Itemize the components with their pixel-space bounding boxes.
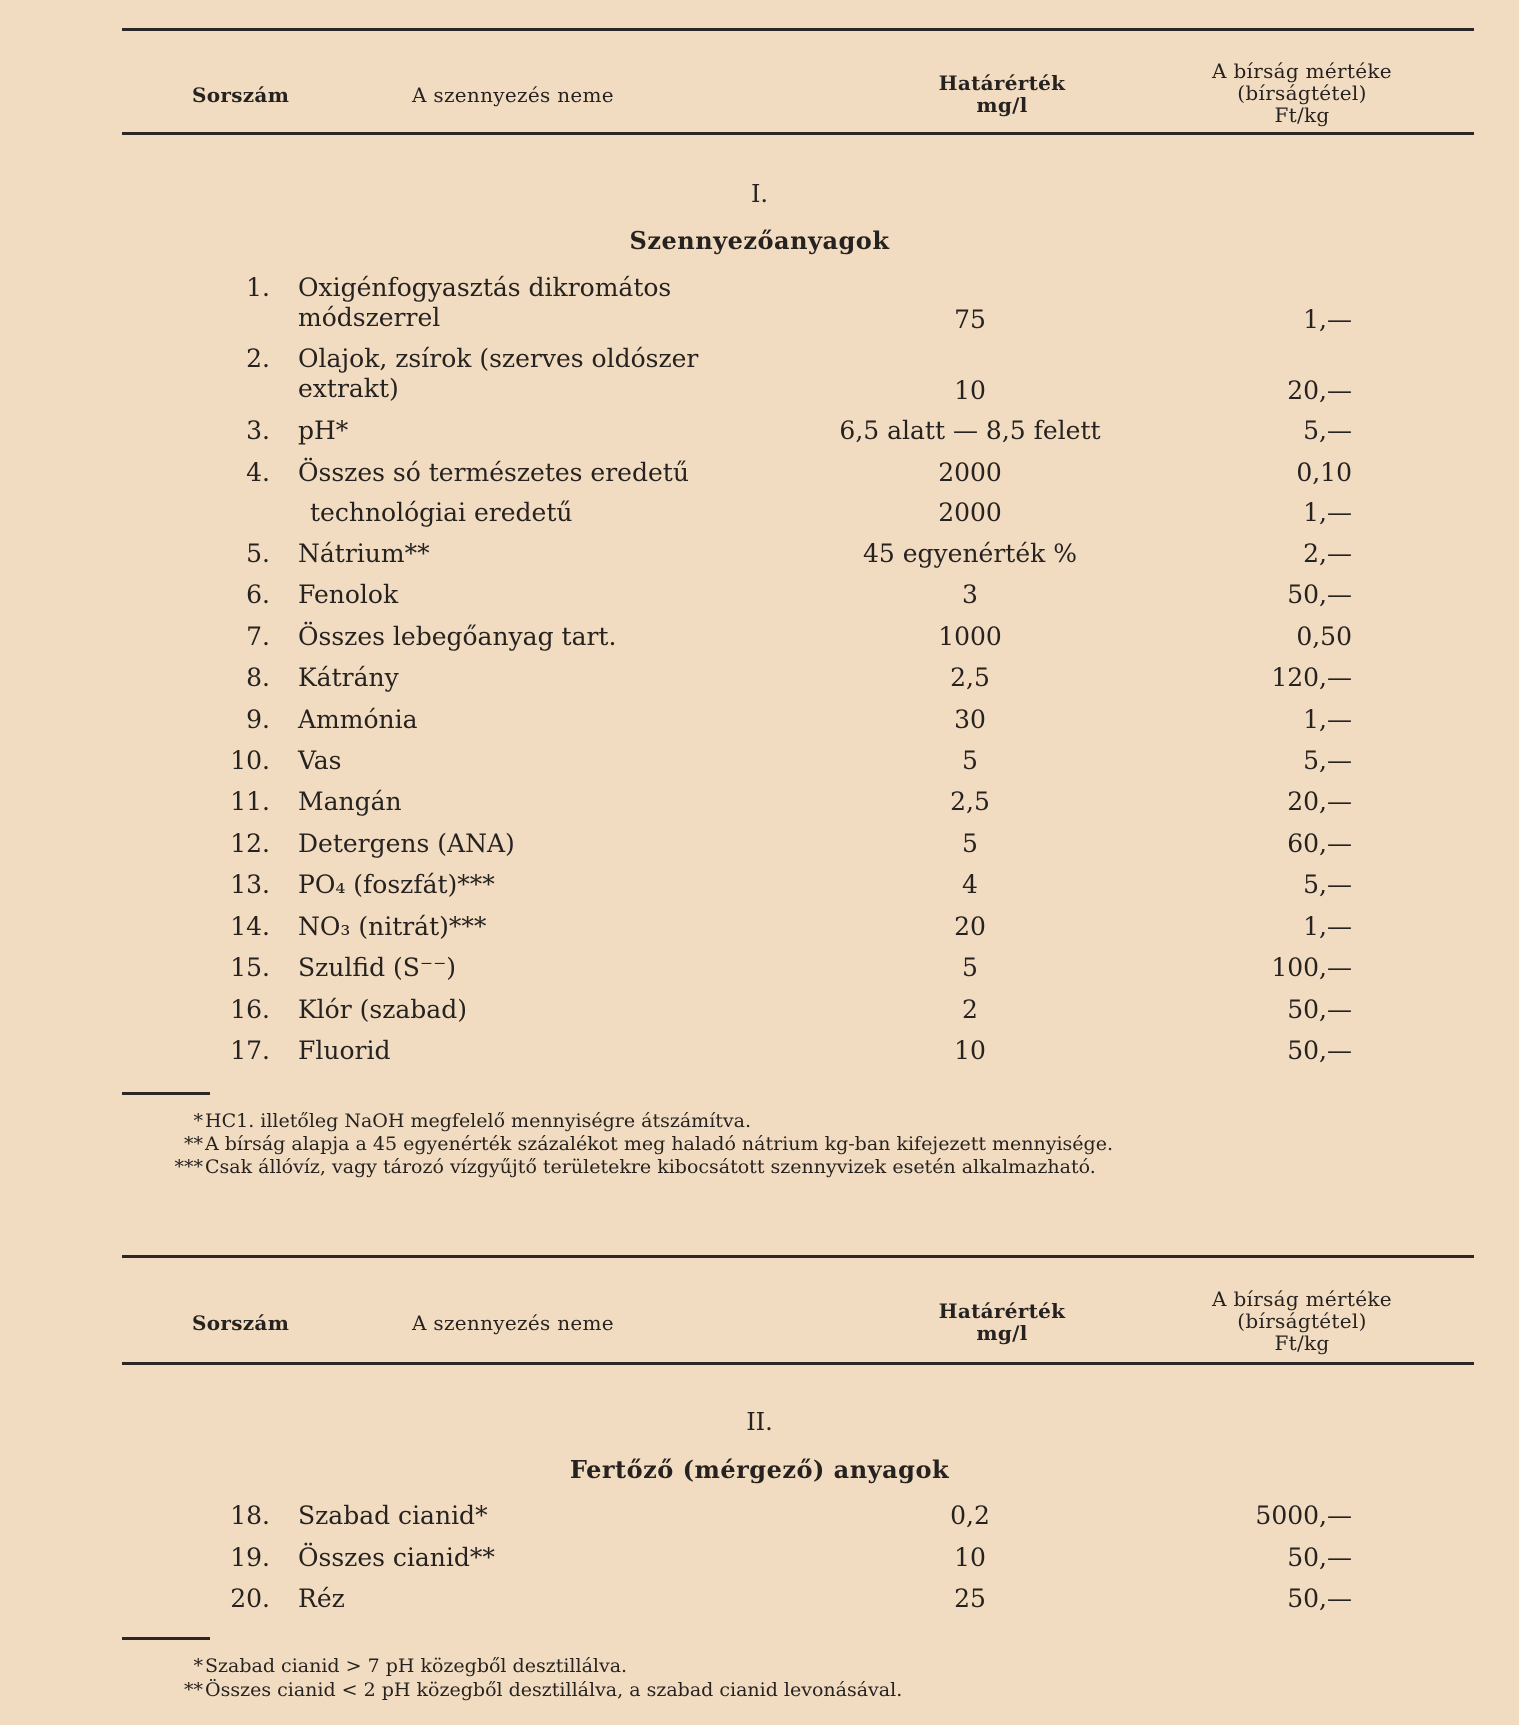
- row-number: 1.: [246, 273, 270, 302]
- row-name: Összes lebegőanyag tart.: [298, 622, 617, 651]
- row-name: Szabad cianid*: [298, 1501, 488, 1530]
- table-row: [0, 344, 1519, 416]
- row-fine: 1,—: [1303, 705, 1352, 734]
- row-limit: 1000: [938, 622, 1002, 651]
- section-number: II.: [746, 1408, 773, 1436]
- col-header-no: Sorszám: [192, 1311, 290, 1335]
- row-fine: 5,—: [1303, 870, 1352, 899]
- footnote-mark: *: [193, 1655, 203, 1677]
- row-limit: 30: [954, 705, 986, 734]
- col-header-limit-line2: mg/l: [976, 1321, 1028, 1345]
- table-row: [0, 622, 1519, 662]
- row-name-line1: Olajok, zsírok (szerves oldószer: [298, 344, 699, 373]
- row-fine: 50,—: [1287, 580, 1352, 609]
- col-header-fine-line1: A bírság mértéke: [1212, 59, 1392, 83]
- row-number: 10.: [230, 746, 270, 775]
- row-number: 5.: [246, 539, 270, 568]
- table-row: [0, 746, 1519, 786]
- row-name: [298, 273, 671, 333]
- footnote-text: HC1. illetőleg NaOH megfelelő mennyiségre átszámítva.: [205, 1110, 752, 1132]
- row-limit: 2: [962, 995, 978, 1024]
- table-row: [0, 273, 1519, 345]
- footnote-text: Csak állóvíz, vagy tározó vízgyűjtő területekre kibocsátott szennyvizek esetén alkalmazható.: [205, 1156, 1096, 1178]
- table-row: [0, 1543, 1519, 1583]
- table-row: [0, 498, 1519, 538]
- row-number: 20.: [230, 1584, 270, 1613]
- row-name: Szulfid (S⁻⁻): [298, 953, 457, 982]
- footnote-rule: [122, 1637, 210, 1640]
- table-row: [0, 1036, 1519, 1076]
- row-limit: 6,5 alatt — 8,5 felett: [839, 416, 1101, 445]
- row-number: 19.: [230, 1543, 270, 1572]
- row-name: Detergens (ANA): [298, 829, 515, 858]
- footnote: [174, 1156, 1096, 1179]
- footnote-text: Szabad cianid > 7 pH közegből desztillálva.: [205, 1655, 628, 1677]
- row-limit: 5: [962, 953, 978, 982]
- footnote-mark: ***: [174, 1156, 203, 1178]
- row-name: Klór (szabad): [298, 995, 467, 1024]
- table-row: [0, 580, 1519, 620]
- row-name: NO₃ (nitrát)***: [298, 912, 487, 941]
- table-row: [0, 416, 1519, 456]
- col-header-limit-line1: Határérték: [938, 1299, 1066, 1323]
- row-fine: 20,—: [1287, 787, 1352, 816]
- row-name-line2: extrakt): [298, 374, 399, 403]
- row-number: 3.: [246, 416, 270, 445]
- row-limit: 5: [962, 829, 978, 858]
- header-top-rule: [122, 1255, 1474, 1258]
- row-name: pH*: [298, 416, 349, 445]
- row-fine: 50,—: [1287, 1584, 1352, 1613]
- footnote: [193, 1655, 628, 1678]
- row-limit: 45 egyenérték %: [862, 539, 1077, 568]
- table-row: [0, 829, 1519, 869]
- col-header-limit: [922, 1300, 1082, 1344]
- table-row: [0, 705, 1519, 745]
- row-number: 2.: [246, 344, 270, 373]
- row-fine: 50,—: [1287, 1543, 1352, 1572]
- row-name: PO₄ (foszfát)***: [298, 870, 495, 899]
- row-fine: 5,—: [1303, 416, 1352, 445]
- row-name: Fluorid: [298, 1036, 391, 1065]
- row-number: 12.: [230, 829, 270, 858]
- table-row: [0, 1584, 1519, 1624]
- col-header-limit-line2: mg/l: [976, 93, 1028, 117]
- table-row: [0, 1501, 1519, 1541]
- row-fine: 0,50: [1296, 622, 1352, 651]
- section-title: Fertőző (mérgező) anyagok: [569, 1455, 950, 1484]
- row-name: Kátrány: [298, 663, 399, 692]
- row-number: 7.: [246, 622, 270, 651]
- section-title: Szennyezőanyagok: [629, 226, 890, 255]
- row-fine: 5,—: [1303, 746, 1352, 775]
- row-fine: 50,—: [1287, 1036, 1352, 1065]
- row-number: 4.: [246, 458, 270, 487]
- header-top-rule: [122, 28, 1474, 31]
- footnote-rule: [122, 1092, 210, 1095]
- row-limit: 20: [954, 912, 986, 941]
- row-limit: 10: [954, 1036, 986, 1065]
- table-row: [0, 787, 1519, 827]
- footnote-mark: **: [184, 1679, 203, 1701]
- row-number: 18.: [230, 1501, 270, 1530]
- row-name: Vas: [298, 746, 342, 775]
- col-header-limit-line1: Határérték: [938, 71, 1066, 95]
- row-name: Ammónia: [298, 705, 418, 734]
- footnote: [184, 1133, 1113, 1156]
- row-number: 15.: [230, 953, 270, 982]
- row-name: Összes só természetes eredetű: [298, 458, 689, 487]
- header-bottom-rule: [122, 132, 1474, 135]
- col-header-fine-line3: Ft/kg: [1274, 1331, 1330, 1355]
- row-fine: 1,—: [1303, 305, 1352, 334]
- table-row: [0, 458, 1519, 498]
- row-fine: 100,—: [1271, 953, 1352, 982]
- table-row: [0, 870, 1519, 910]
- table-row: [0, 953, 1519, 993]
- col-header-fine-line3: Ft/kg: [1274, 103, 1330, 127]
- col-header-fine-line1: A bírság mértéke: [1212, 1287, 1392, 1311]
- col-header-name: A szennyezés neme: [412, 1311, 614, 1335]
- row-limit: 75: [954, 305, 986, 334]
- row-fine: 1,—: [1303, 498, 1352, 527]
- row-fine: 2,—: [1303, 539, 1352, 568]
- row-limit: 4: [962, 870, 978, 899]
- footnote: [193, 1110, 752, 1133]
- row-number: 8.: [246, 663, 270, 692]
- row-fine: 60,—: [1287, 829, 1352, 858]
- row-number: 17.: [230, 1036, 270, 1065]
- row-limit: 10: [954, 1543, 986, 1572]
- col-header-no: Sorszám: [192, 83, 290, 107]
- row-limit: 2000: [938, 498, 1002, 527]
- section-number: I.: [750, 180, 769, 208]
- table-row: [0, 539, 1519, 579]
- row-name-line1: Oxigénfogyasztás dikromátos: [298, 273, 672, 302]
- footnote: [184, 1679, 903, 1702]
- row-number: 11.: [230, 787, 270, 816]
- row-number: 14.: [230, 912, 270, 941]
- row-fine: 5000,—: [1255, 1501, 1352, 1530]
- row-number: 16.: [230, 995, 270, 1024]
- row-limit: 5: [962, 746, 978, 775]
- footnote-mark: **: [184, 1133, 203, 1155]
- row-number: 9.: [246, 705, 270, 734]
- col-header-limit: [922, 72, 1082, 116]
- footnote-text: Összes cianid < 2 pH közegből desztillálva, a szabad cianid levonásával.: [205, 1679, 903, 1701]
- row-limit: 10: [954, 376, 986, 405]
- row-name: Nátrium**: [298, 539, 430, 568]
- table-row: [0, 995, 1519, 1035]
- row-name: technológiai eredetű: [310, 498, 573, 527]
- row-number: 6.: [246, 580, 270, 609]
- row-limit: 3: [962, 580, 978, 609]
- col-header-fine: [1162, 1288, 1442, 1354]
- footnote-mark: *: [193, 1110, 203, 1132]
- footnote-text: A bírság alapja a 45 egyenérték százalékot meg haladó nátrium kg-ban kifejezett mennyisége.: [205, 1133, 1113, 1155]
- row-number: 13.: [230, 870, 270, 899]
- row-name: Réz: [298, 1584, 345, 1613]
- col-header-fine-line2: (bírságtétel): [1237, 1309, 1367, 1333]
- table-row: [0, 912, 1519, 952]
- row-limit: 2,5: [950, 787, 990, 816]
- row-fine: 0,10: [1296, 458, 1352, 487]
- row-name: Mangán: [298, 787, 402, 816]
- row-limit: 2000: [938, 458, 1002, 487]
- col-header-fine-line2: (bírságtétel): [1237, 81, 1367, 105]
- table-header: [122, 1272, 1474, 1372]
- table-header: [122, 44, 1474, 144]
- row-limit: 0,2: [950, 1501, 990, 1530]
- row-fine: 1,—: [1303, 912, 1352, 941]
- col-header-name: A szennyezés neme: [412, 83, 614, 107]
- header-bottom-rule: [122, 1362, 1474, 1365]
- row-fine: 20,—: [1287, 376, 1352, 405]
- row-fine: 120,—: [1271, 663, 1352, 692]
- col-header-fine: [1162, 60, 1442, 126]
- row-fine: 50,—: [1287, 995, 1352, 1024]
- row-name: Összes cianid**: [298, 1543, 495, 1572]
- row-limit: 2,5: [950, 663, 990, 692]
- row-limit: 25: [954, 1584, 986, 1613]
- row-name-line2: módszerrel: [298, 303, 441, 332]
- row-name: Fenolok: [298, 580, 399, 609]
- table-row: [0, 663, 1519, 703]
- row-name: [298, 344, 698, 404]
